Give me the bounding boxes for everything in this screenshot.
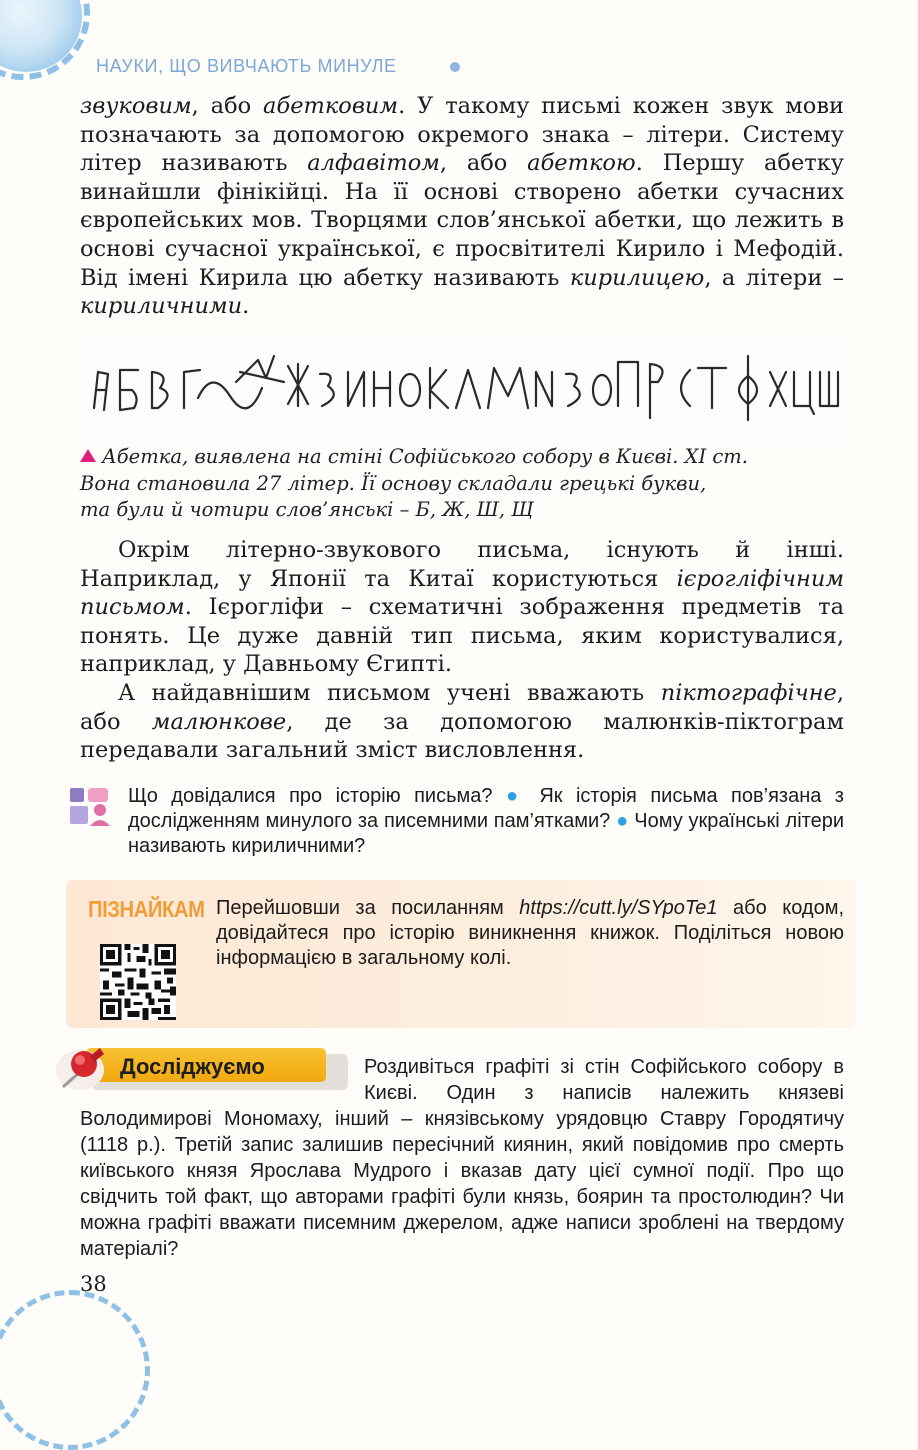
piznaikam-title: ПІЗНАЙКАМ: [88, 896, 205, 922]
corner-decoration-bottom: [0, 1290, 150, 1450]
graffiti-drawing: [80, 338, 844, 442]
header-dot: [450, 62, 460, 72]
bullet-icon: ●: [505, 785, 526, 807]
running-header: НАУКИ, ЩО ВИВЧАЮТЬ МИНУЛЕ: [96, 56, 397, 76]
piznaikam-text: Перейшовши за посиланням https://cutt.ly/SYpoTe1 або кодом, довідайтеся про історію виникнення книжок. Поділіться новою інформацією в загальному колі.: [216, 897, 844, 969]
graffiti-alphabet-image: [80, 338, 844, 442]
figure-caption: Абетка, виявлена на стіні Софійського собору в Києві. XI ст. Вона становила 27 літер. Її основу складали грецькі букви, та були й чотири слов’янські – Б, Ж, Ш, Щ: [80, 445, 748, 521]
questions-icon: [68, 784, 110, 828]
paragraph-alphabet: звуковим, або абетковим. У такому письмі кожен звук мови позначають за допомогою окремого знака – літери. Систему літер називають алфавітом, або абеткою. Першу абетку винайшли фінікійці. На її основі створено абетки сучасних європейських мов. Творцями слов’янської абетки, що лежить в основі сучасної української, є просвітителі Кирило і Мефодій. Від імені Кирила цю абетку називають кирилицею, а літери – кириличними.: [80, 93, 845, 320]
paragraph-pictographic: А найдавнішим письмом учені вважають піктографічне, або малюнкове, де за допомогою малюнків-піктограм передавали загальний зміст висловлення.: [80, 680, 844, 764]
paragraph-hieroglyphic: Окрім літерно-звукового письма, існують й інші. Наприклад, у Японії та Китаї користуються ієрогліфічним письмом. Ієрогліфи – схематичні зображення предметів та понять. Це дуже давній тип письма, яким користувалися, наприклад, у Давньому Єгипті.: [80, 537, 844, 678]
caption-triangle-icon: [80, 449, 96, 462]
pushpin-icon: [54, 1042, 112, 1092]
review-questions: Що довідалися про історію письма? ● Як історія письма пов’язана з дослідженням минулого за писемними пам’ятками? ● Чому українські літери називають кириличними?: [128, 785, 844, 857]
research-task: Роздивіться графіті зі стін Софійського собору в Києві. Один з написів належить князеві Володимирові Мономаху, інший – князівському урядовцю Ставру Городятичу (1118 р.). Третій запис залишив пересічний киянин, який повідомив про смерть київського князя Ярослава Мудрого і вказав дату цієї сумної події. Про що свідчить той факт, що авторами графіті були князь, боярин та простолюдин? Чи можна графіті вважати писемним джерелом, адже написи зроблені на твердому матеріалі?: [80, 1056, 844, 1260]
bullet-icon: ●: [616, 810, 629, 832]
research-label: Досліджуємо: [120, 1054, 265, 1079]
qr-code-icon[interactable]: [100, 944, 176, 1020]
corner-decoration-disc: [0, 0, 82, 72]
resource-link[interactable]: https://cutt.ly/SYpoTe1: [519, 897, 718, 919]
page-number: 38: [80, 1272, 107, 1296]
